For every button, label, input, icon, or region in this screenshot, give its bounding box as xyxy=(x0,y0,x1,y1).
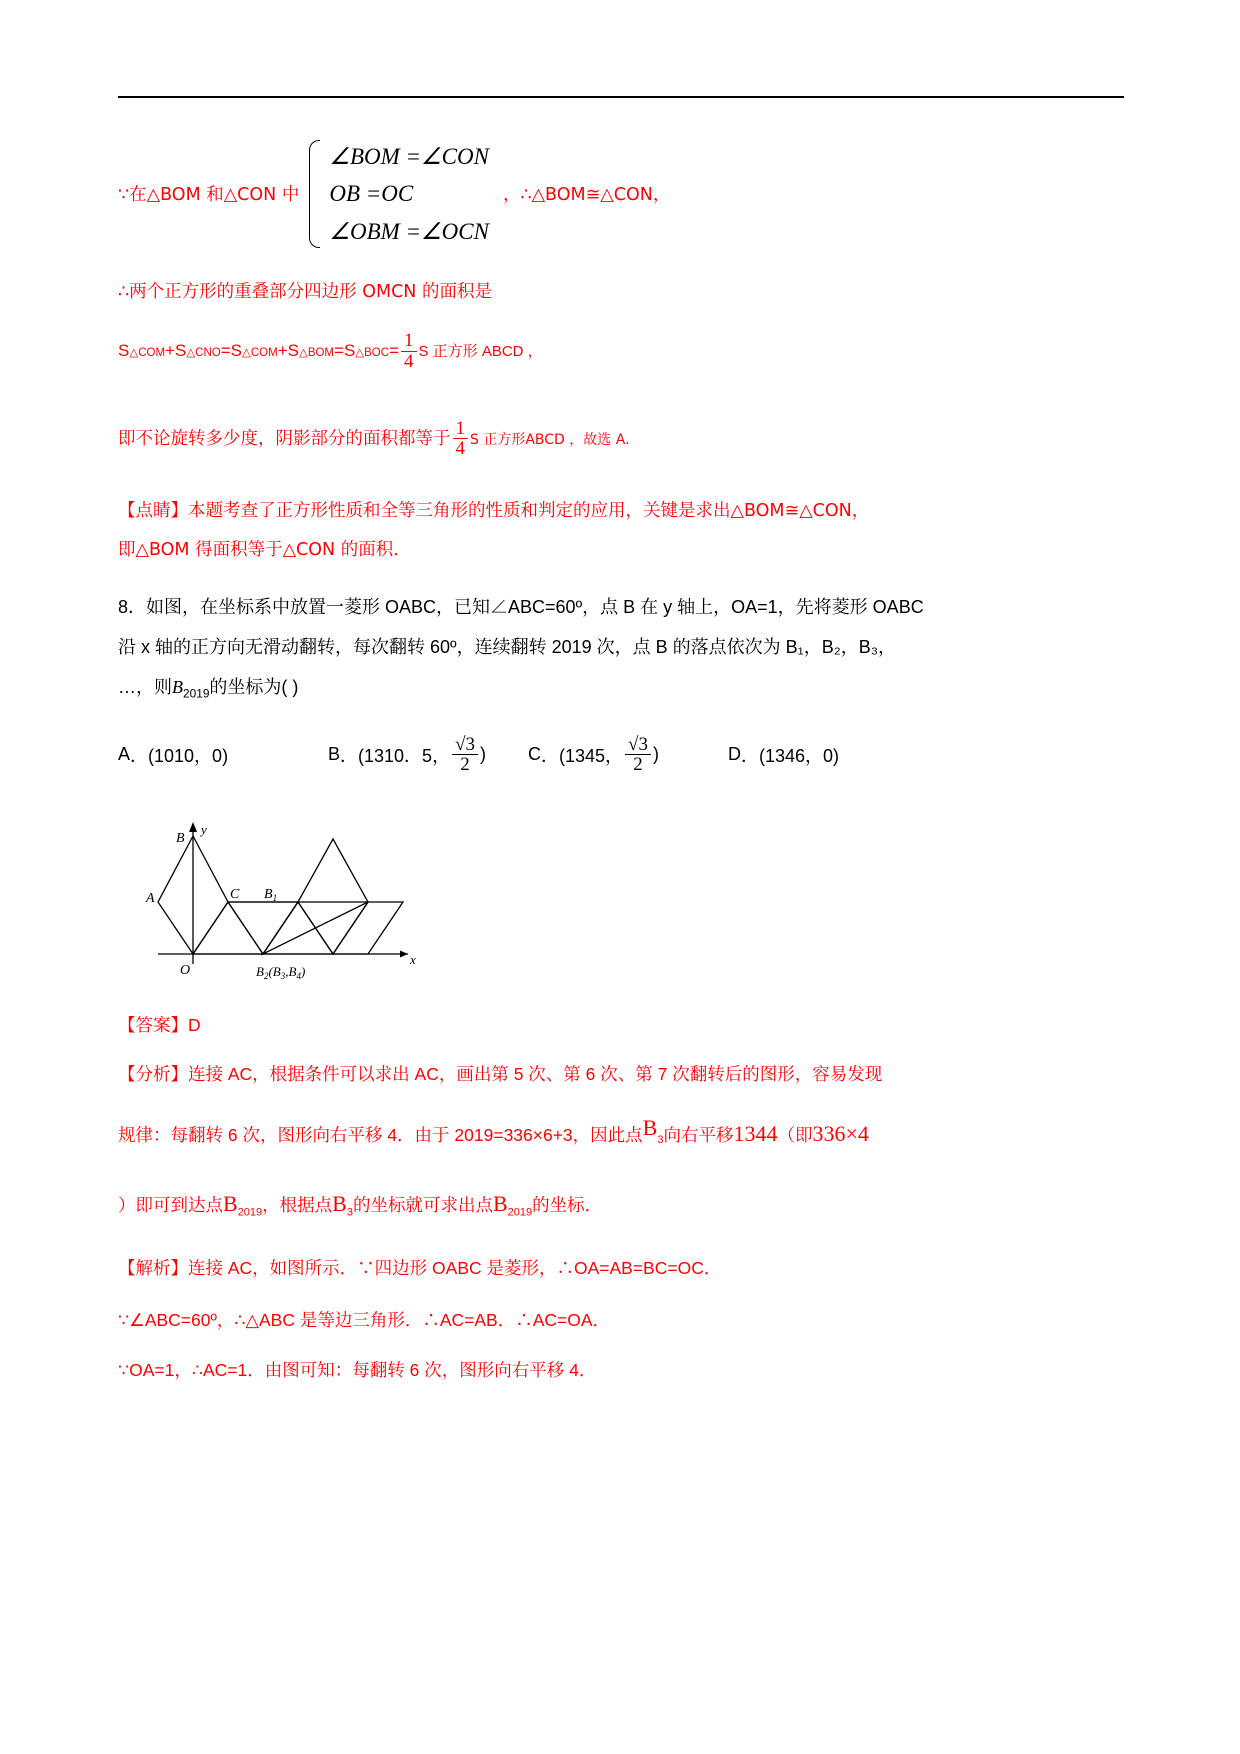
system-brace xyxy=(303,138,321,250)
equation-2: OB =OC xyxy=(329,181,414,207)
rhombus-rolling-figure xyxy=(138,814,1128,994)
option-c-text-pre: (1345， xyxy=(559,745,624,766)
option-b-fraction xyxy=(452,735,478,775)
insight-line-1: 【点睛】本题考查了正方形性质和全等三角形的性质和判定的应用，关键是求出△BOM≅△CON， xyxy=(118,500,870,521)
analysis-value-1344: 1344 xyxy=(733,1120,778,1146)
answer-label: 【答案】 xyxy=(118,1015,188,1036)
label-A: A xyxy=(146,891,155,907)
label-C: C xyxy=(230,887,240,903)
triangle-6 xyxy=(298,902,368,954)
option-b-den: 2 xyxy=(452,754,478,774)
analysis-subscript-2019-1: 2019 xyxy=(237,1206,263,1219)
option-d-dot: ． xyxy=(741,745,759,766)
analysis-line-3 xyxy=(118,1187,1128,1221)
solution-block xyxy=(118,1012,1128,1383)
triangle-3 xyxy=(228,902,298,954)
option-c-key: C xyxy=(528,744,541,765)
analysis-text-3c: 的坐标就可求出点 xyxy=(352,1194,493,1215)
label-origin: O xyxy=(180,963,191,979)
system-equations xyxy=(323,138,489,250)
option-b[interactable] xyxy=(328,735,528,775)
option-c-num: √3 xyxy=(628,733,648,755)
analysis-symbol-b3: B xyxy=(642,1114,658,1140)
analysis-subscript-3-2: 3 xyxy=(346,1206,353,1219)
system-tail-text: ，∴△BOM≅△CON， xyxy=(502,185,671,206)
option-c-dot: ． xyxy=(541,745,559,766)
option-a[interactable] xyxy=(118,742,328,768)
analysis-subscript-2019-2: 2019 xyxy=(507,1206,533,1219)
option-b-text-post: ) xyxy=(480,744,487,765)
question-8-line3-suffix: 的坐标为( ) xyxy=(209,677,299,698)
question-8-symbol: B xyxy=(172,677,183,698)
label-B1: $B_1$ xyxy=(264,887,278,904)
analysis-line-1 xyxy=(118,1061,1128,1087)
option-a-key: A xyxy=(118,744,131,765)
question-8-text-1: 如图，在坐标系中放置一菱形 OABC，已知∠ABC=60º，点 B 在 y 轴上，OA=1，先将菱形 OABC xyxy=(146,597,924,618)
analysis-value-336x4: 336×4 xyxy=(812,1120,869,1146)
parallelogram-7 xyxy=(333,902,403,954)
option-c-text-post: ) xyxy=(652,744,659,765)
figure-svg xyxy=(138,814,438,989)
label-x-axis: x xyxy=(410,952,416,968)
question-8 xyxy=(118,589,1128,706)
label-y-axis: y xyxy=(201,822,207,838)
label-B2-group: $B_2(B_3,B_4)$ xyxy=(256,964,306,982)
option-d-text: (1346，0) xyxy=(759,745,840,766)
option-a-text: (1010，0) xyxy=(148,745,229,766)
answer-value: D xyxy=(188,1015,201,1036)
option-d[interactable] xyxy=(728,742,839,768)
fraction-numerator-2: 1 xyxy=(455,417,465,439)
final-area-line xyxy=(118,419,1128,459)
page-content xyxy=(118,120,1128,1406)
option-b-key: B xyxy=(328,744,341,765)
label-B: B xyxy=(176,831,185,847)
final-line-suffix: S 正方形ABCD ，故选 A． xyxy=(470,431,640,448)
question-8-line-1 xyxy=(118,589,1128,625)
question-8-line3-prefix: …，则 xyxy=(118,677,172,698)
area-formula-line xyxy=(118,331,1128,371)
analysis-label: 【分析】 xyxy=(118,1063,188,1084)
x-axis-arrow xyxy=(400,951,408,958)
fraction-one-quarter-2 xyxy=(453,419,469,459)
option-d-key: D xyxy=(728,744,741,765)
analysis-text-2b: 向右平移 xyxy=(663,1124,734,1145)
option-b-text-pre: (1310．5， xyxy=(358,745,451,766)
y-axis-arrow xyxy=(189,822,197,832)
fraction-numerator: 1 xyxy=(404,330,414,352)
option-c[interactable] xyxy=(528,735,728,775)
explain-line-2: ∵∠ABC=60º，∴△ABC 是等边三角形．∴AC=AB．∴AC=OA． xyxy=(118,1310,611,1331)
explain-line-1 xyxy=(118,1255,1128,1281)
question-8-subscript: 2019 xyxy=(183,686,210,701)
answer-options xyxy=(118,735,1128,775)
analysis-text-3d: 的坐标． xyxy=(532,1194,603,1215)
congruence-system xyxy=(118,138,1128,250)
area-formula-prefix: S△COM+S△CNO=S△COM+S△BOM=S△BOC= xyxy=(118,341,399,361)
analysis-symbol-b3-2: B xyxy=(332,1190,347,1216)
insight-line-2: 即△BOM 得面积等于△CON 的面积． xyxy=(118,540,411,560)
analysis-line-2 xyxy=(118,1114,1128,1151)
question-8-line-2: 沿 x 轴的正方向无滑动翻转，每次翻转 60º，连续翻转 2019 次，点 B 的落点依次为 B₁，B₂，B₃， xyxy=(118,637,897,658)
answer-line xyxy=(118,1012,1128,1038)
option-b-dot: ． xyxy=(340,745,359,766)
analysis-text-2a: 规律：每翻转 6 次，图形向右平移 4．由于 2019=336×6+3，因此点 xyxy=(118,1124,643,1145)
question-8-line-3 xyxy=(118,669,1128,706)
analysis-text-1: 连接 AC，根据条件可以求出 AC，画出第 5 次、第 6 次、第 7 次翻转后的图形，容易发现 xyxy=(188,1063,883,1084)
equation-3: ∠OBM =∠OCN xyxy=(329,218,489,244)
analysis-text-3b: ，根据点 xyxy=(262,1194,333,1215)
explain-text-1: 连接 AC，如图所示．∵四边形 OABC 是菱形，∴OA=AB=BC=OC． xyxy=(188,1257,722,1278)
analysis-symbol-b2019-1: B xyxy=(223,1190,238,1216)
fraction-denominator-2: 4 xyxy=(453,438,469,458)
system-lead-text: ∵在△BOM 和△CON 中 xyxy=(118,185,300,206)
fraction-denominator: 4 xyxy=(401,351,417,371)
final-line-prefix: 即不论旋转多少度，阴影部分的面积都等于 xyxy=(118,428,451,449)
overlap-area-conclusion: ∴两个正方形的重叠部分四边形 OMCN 的面积是 xyxy=(118,281,492,302)
option-b-num: √3 xyxy=(455,733,476,755)
analysis-subscript-3: 3 xyxy=(657,1134,664,1147)
triangle-5 xyxy=(263,902,333,954)
fraction-one-quarter xyxy=(401,331,417,371)
option-c-fraction xyxy=(625,735,651,775)
option-c-den: 2 xyxy=(625,754,651,774)
rhombus-4 xyxy=(263,839,368,954)
analysis-symbol-b2019-2: B xyxy=(492,1190,508,1216)
explain-label: 【解析】 xyxy=(118,1257,188,1278)
triangle-2 xyxy=(193,902,263,954)
option-a-dot: ． xyxy=(130,745,149,766)
analysis-text-3a: ）即可到达点 xyxy=(118,1194,223,1215)
question-8-number: 8． xyxy=(118,597,147,618)
analysis-text-2c: （即 xyxy=(777,1124,813,1145)
equation-1: ∠BOM =∠CON xyxy=(329,144,489,169)
explain-line-3: ∵OA=1，∴AC=1．由图可知：每翻转 6 次，图形向右平移 4． xyxy=(118,1360,597,1381)
header-rule xyxy=(118,96,1124,98)
area-formula-suffix: S 正方形 ABCD ， xyxy=(418,343,543,361)
